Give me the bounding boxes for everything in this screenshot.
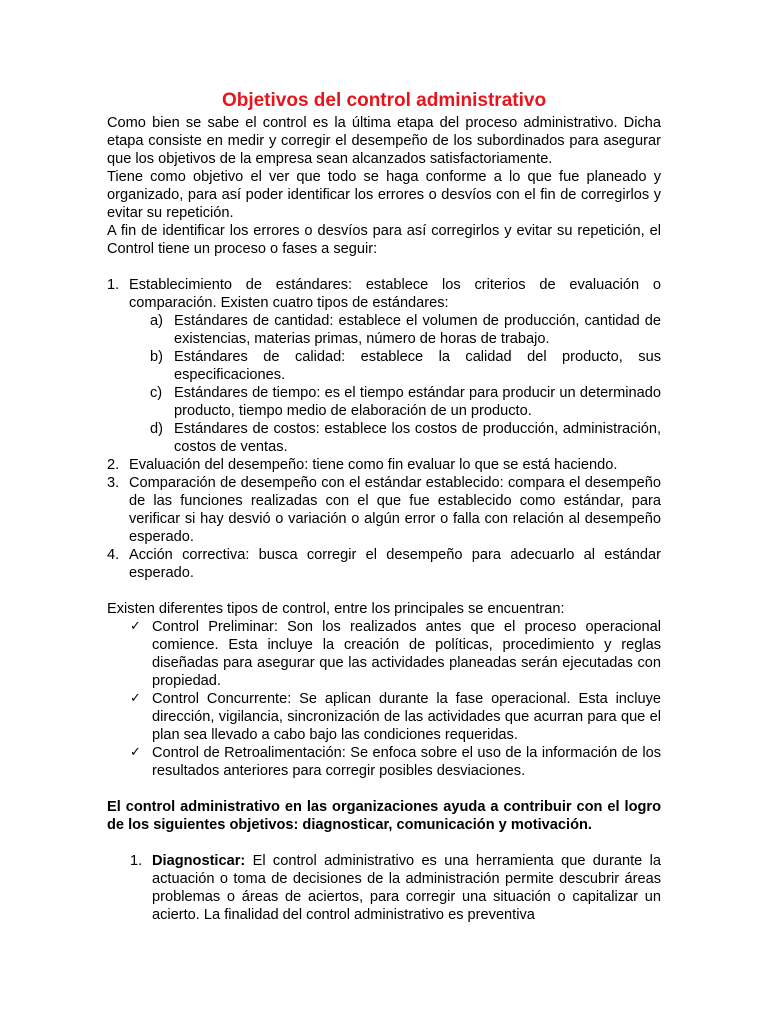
objective-text: El control administrativo es una herramienta que durante la actuación o toma de decisiones de la administración permite descubrir áreas problemas o áreas de aciertos, para corregir una situación o capitalizar un acierto. La finalidad del control administrativo es preventiva [152,853,661,923]
control-phases-list [107,276,661,582]
phase-marker: 1. [107,277,120,293]
control-type-feedback [107,744,661,780]
spacer [107,834,661,852]
phase-marker: 2. [107,457,120,473]
objective-marker: 1. [130,853,143,869]
checkmark-icon: ✓ [130,691,141,706]
spacer [107,258,661,276]
objective-item-diagnose [130,852,661,924]
standard-marker: d) [150,421,163,437]
control-type-concurrent [107,690,661,744]
control-types-intro: Existen diferentes tipos de control, entre los principales se encuentran: [107,601,565,617]
control-type-preliminary [107,618,661,690]
standard-item-quality [129,348,661,384]
standard-marker: c) [150,385,163,401]
objectives-list [107,852,661,924]
phase-marker: 3. [107,475,120,491]
phase-item-2 [107,456,661,474]
page-title: Objetivos del control administrativo [221,90,547,111]
spacer [107,780,661,798]
standard-text: Estándares de calidad: establece la calidad del producto, sus especificaciones. [174,349,661,383]
standard-marker: a) [150,313,163,329]
standard-text: Estándares de cantidad: establece el volumen de producción, cantidad de existencias, materias primas, número de horas de trabajo. [174,313,661,347]
objectives-statement: El control administrativo en las organizaciones ayuda a contribuir con el logro de los siguientes objetivos: diagnosticar, comunicación y motivación. [107,799,661,833]
standard-text: Estándares de costos: establece los costos de producción, administración, costos de ventas. [174,421,661,455]
standard-marker: b) [150,349,163,365]
checkmark-icon: ✓ [130,619,141,634]
phase-text: Establecimiento de estándares: establece los criterios de evaluación o comparación. Existen cuatro tipos de estándares: [129,277,661,311]
intro-paragraph-1: Como bien se sabe el control es la última etapa del proceso administrativo. Dicha etapa consiste en medir y corregir el desempeño de los subordinados para asegurar que los objetivos de la empresa sean alcanzados satisfactoriamente. [107,115,661,167]
spacer [107,582,661,600]
phase-marker: 4. [107,547,120,563]
phase-item-4 [107,546,661,582]
objective-term: Diagnosticar: [152,853,246,869]
phase-item-1 [107,276,661,456]
phase-text: Acción correctiva: busca corregir el desempeño para adecuarlo al estándar esperado. [129,547,661,581]
phase-text: Comparación de desempeño con el estándar establecido: compara el desempeño de las funciones realizadas con el que fue establecido como estándar, para verificar si hay desvió o variación o algún error o falla con relación al desempeño esperado. [129,475,661,545]
checkmark-icon: ✓ [130,745,141,760]
standard-text: Estándares de tiempo: es el tiempo estándar para producir un determinado producto, tiempo medio de elaboración de un producto. [174,385,661,419]
control-type-text: Control de Retroalimentación: Se enfoca sobre el uso de la información de los resultados anteriores para corregir posibles desviaciones. [152,745,661,779]
control-type-text: Control Preliminar: Son los realizados antes que el proceso operacional comience. Esta incluye la creación de políticas, procedimiento y reglas diseñadas para asegurar que las actividades planeadas serán ejecutadas con propiedad. [152,619,661,689]
control-type-text: Control Concurrente: Se aplican durante la fase operacional. Esta incluye dirección, vigilancia, sincronización de las actividades que acurran para que el plan sea llevado a cabo bajo las condiciones requeridas. [152,691,661,743]
intro-paragraph-2: Tiene como objetivo el ver que todo se haga conforme a lo que fue planeado y organizado, para así poder identificar los errores o desvíos con el fin de corregirlos y evitar su repetición. [107,169,661,221]
standard-item-time [129,384,661,420]
phase-item-3 [107,474,661,546]
standard-item-quantity [129,312,661,348]
control-types-list [107,618,661,780]
standards-list [129,312,661,456]
intro-paragraph-3: A fin de identificar los errores o desvíos para así corregirlos y evitar su repetición, el Control tiene un proceso o fases a seguir: [107,223,661,257]
standard-item-costs [129,420,661,456]
phase-text: Evaluación del desempeño: tiene como fin evaluar lo que se está haciendo. [129,457,618,473]
